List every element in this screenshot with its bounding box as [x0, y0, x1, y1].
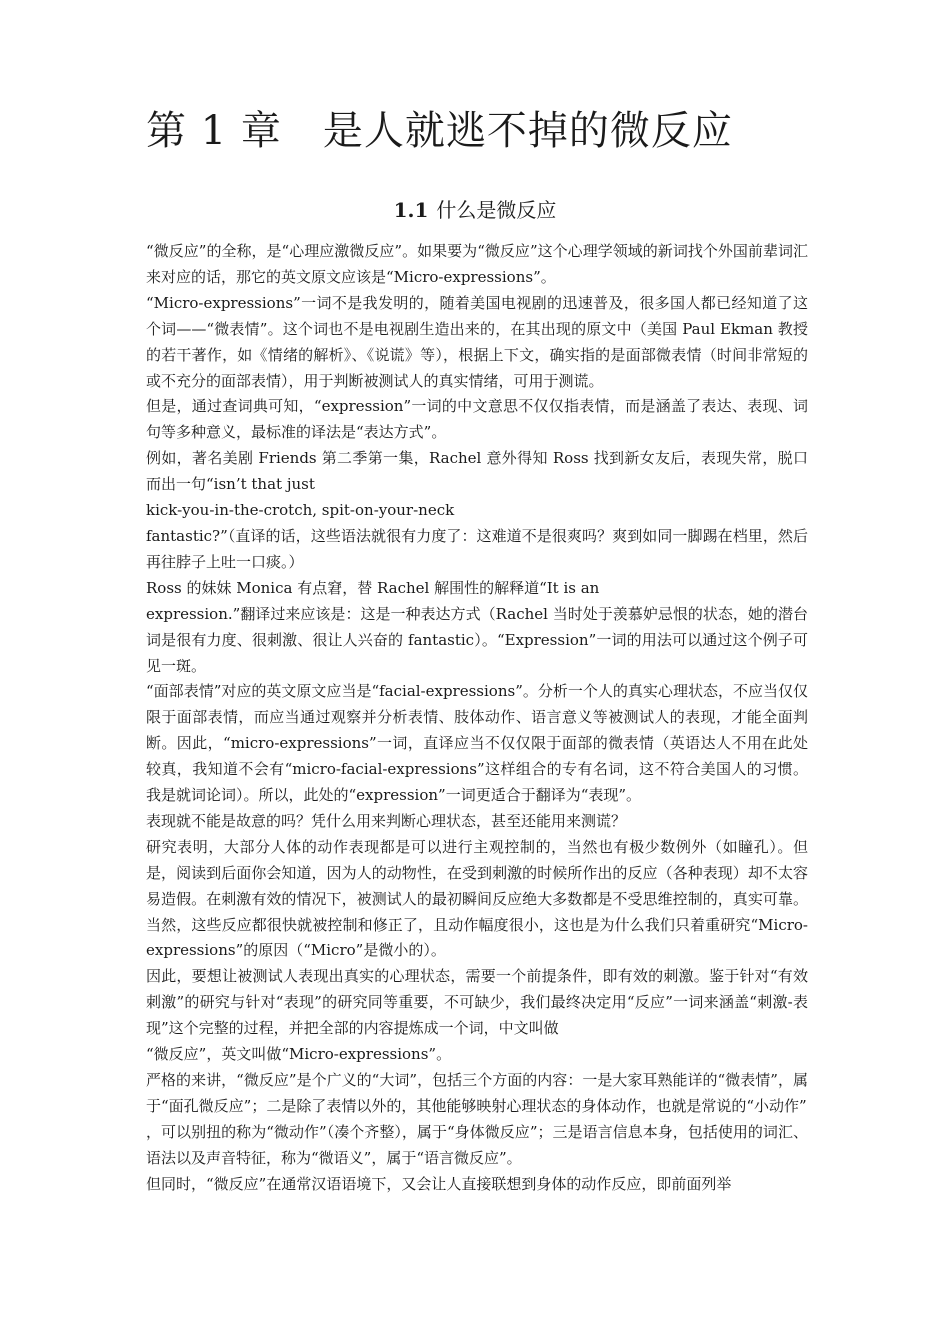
paragraph: expression.”翻译过来应该是：这是一种表达方式（Rachel 当时处于羡慕妒忌恨的状态，她的潜台词是很有力度、很刺激、很让人兴奋的 fantastic）。“Expression”一词的用法可以通过这个例子可见一斑。 [146, 604, 808, 675]
paragraph: 但同时，“微反应”在通常汉语语境下，又会让人直接联想到身体的动作反应，即前面列举 [146, 1174, 732, 1193]
paragraph: ，可以别扭的称为“微动作”（凑个齐整），属于“身体微反应”；三是语言信息本身，包括使用的词汇、语法以及声音特征，称为“微语义”，属于“语言微反应”。 [146, 1122, 808, 1167]
paragraph: Ross 的妹妹 Monica 有点窘，替 Rachel 解围性的解释道“It is an [146, 578, 600, 597]
paragraph: 但是，通过查词典可知，“expression”一词的中文意思不仅仅指表情，而是涵盖了表达、表现、词句等多种意义，最标准的译法是“表达方式”。 [146, 397, 808, 442]
paragraph: “面部表情”对应的英文原文应当是“facial-expressions”。分析一个人的真实心理状态，不应当仅仅限于面部表情，而应当通过观察并分析表情、肢体动作、语言意义等被测试人的表现，才能全面判断。因此，“micro-expressions”一词，直译应当不仅仅限于面部的微表情（英语达人不用在此处较真，我知道不会有“micro-facial-expressions”这样组合的专有名词，这不符合美国人的习惯。我是就词论词）。所以，此处的“expression”一词更适合于翻译为“表现”。 [146, 682, 808, 805]
body-text [146, 239, 808, 1198]
paragraph: 因此，要想让被测试人表现出真实的心理状态，需要一个前提条件，即有效的刺激。鉴于针对“有效刺激”的研究与针对“表现”的研究同等重要，不可缺少，我们最终决定用“反应”一词来涵盖“刺激-表现”这个完整的过程，并把全部的内容提炼成一个词，中文叫做 [146, 967, 808, 1038]
paragraph: 例如，著名美剧 Friends 第二季第一集，Rachel 意外得知 Ross 找到新女友后，表现失常，脱口而出一句“isn’t that just [146, 449, 808, 494]
section-number: 1.1 [393, 198, 429, 222]
paragraph: “微反应”，英文叫做“Micro-expressions”。 [146, 1045, 452, 1064]
chapter-title: 第 1 章 是人就逃不掉的微反应 [146, 108, 733, 154]
paragraph: kick-you-in-the-crotch, spit-on-your-neck [146, 501, 455, 520]
paragraph: “Micro-expressions”一词不是我发明的，随着美国电视剧的迅速普及，很多国人都已经知道了这个词——“微表情”。这个词也不是电视剧生造出来的，在其出现的原文中（美国 Paul Ekman 教授的若干著作，如《情绪的解析》、《说谎》等），根据上下文，确实指的是面部微表情（时间非常短的或不充分的面部表情），用于判断被测试人的真实情绪，可用于测谎。 [146, 293, 808, 390]
section-heading [0, 196, 950, 224]
paragraph: fantastic?”（直译的话，这些语法就很有力度了：这难道不是很爽吗？爽到如同一脚踢在档里，然后再往脖子上吐一口痰。） [146, 526, 808, 571]
paragraph: “微反应”的全称，是“心理应激微反应”。如果要为“微反应”这个心理学领域的新词找个外国前辈词汇来对应的话，那它的英文原文应该是“Micro-expressions”。 [146, 242, 808, 286]
section-title: 什么是微反应 [436, 198, 557, 222]
paragraph: 表现就不能是故意的吗？凭什么用来判断心理状态，甚至还能用来测谎？ [146, 811, 627, 830]
paragraph: 研究表明，大部分人体的动作表现都是可以进行主观控制的，当然也有极少数例外（如瞳孔）。但是，阅读到后面你会知道，因为人的动物性，在受到刺激的时候所作出的反应（各种表现）却不太容易造假。在刺激有效的情况下，被测试人的最初瞬间反应绝大多数都是不受思维控制的，真实可靠。当然，这些反应都很快就被控制和修正了，且动作幅度很小，这也是为什么我们只着重研究“Micro-expressions”的原因（“Micro”是微小的）。 [146, 837, 808, 960]
paragraph: 严格的来讲，“微反应”是个广义的“大词”，包括三个方面的内容：一是大家耳熟能详的“微表情”，属于“面孔微反应”；二是除了表情以外的，其他能够映射心理状态的身体动作，也就是常说的“小动作” [146, 1071, 808, 1115]
